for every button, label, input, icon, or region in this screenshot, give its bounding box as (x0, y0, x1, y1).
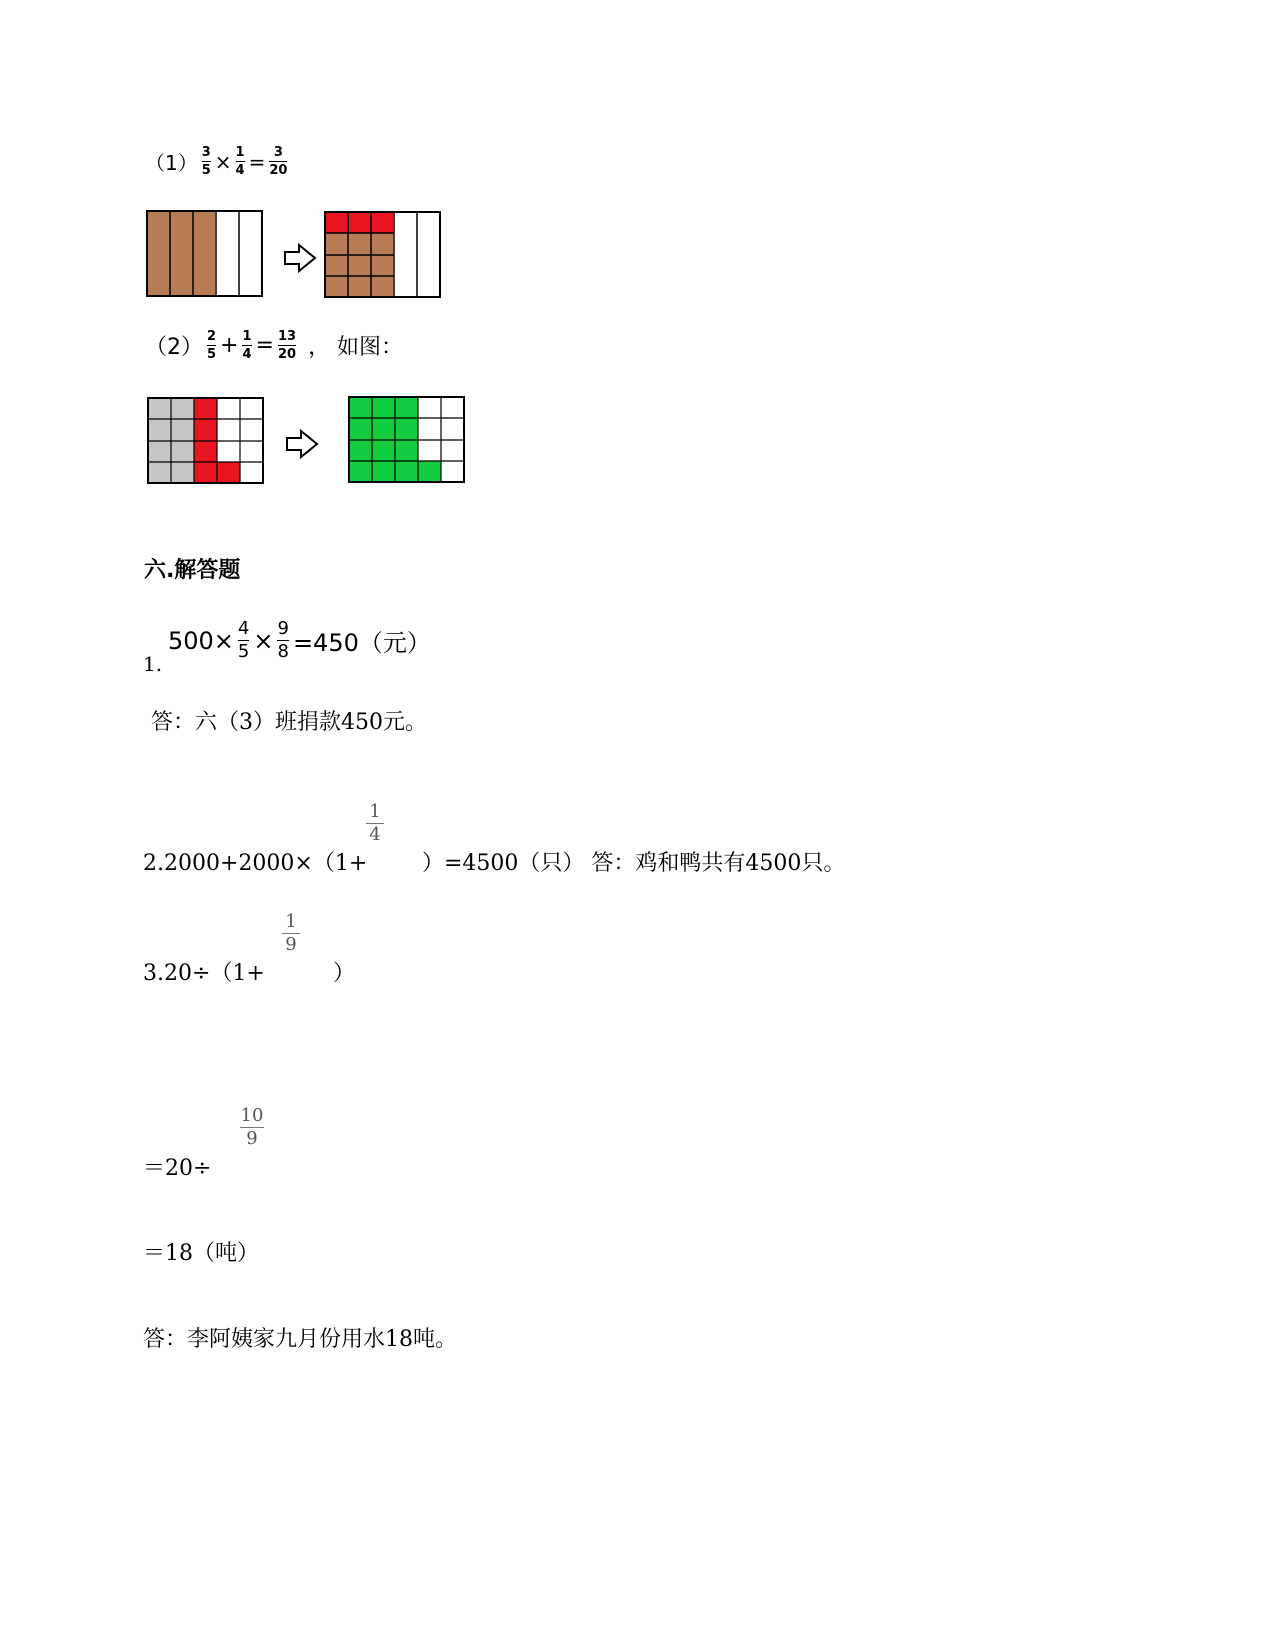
fraction: $\frac{3}{5}$ (201, 145, 211, 178)
q3-pre: 3.20÷（1+ (143, 961, 265, 986)
q3-post: ） (333, 961, 356, 986)
part1-label: （1） (145, 151, 198, 175)
fraction: $\frac{13}{20}$ (277, 329, 297, 362)
red-fill (217, 462, 240, 483)
fraction-diagram-3-5 (146, 210, 266, 300)
q2-fraction (366, 803, 384, 844)
fraction: $\frac{10}{9}$ (240, 1105, 264, 1149)
part2-suffix: ， 如图： (308, 335, 404, 360)
fraction: $\frac{1}{9}$ (282, 913, 300, 954)
times-sign: × (253, 626, 274, 655)
q2-post: ）=4500（只） 答：鸡和鸭共有4500只。 (422, 851, 846, 876)
equals-sign: = (255, 333, 274, 358)
q3-fraction (282, 913, 300, 954)
section-title: 六.解答题 (144, 558, 241, 583)
fraction: $\frac{2}{5}$ (207, 329, 217, 362)
part2-label: （2） (145, 335, 203, 360)
q3-step2-fraction (240, 1107, 264, 1148)
q3-step2: ＝20÷ (143, 1156, 212, 1181)
fraction-diagram-13-20 (348, 396, 468, 486)
q1-result: =450（元） (292, 629, 431, 657)
plus-sign: + (220, 333, 239, 358)
brown-fill (325, 233, 393, 297)
q1-equation (168, 620, 431, 661)
red-fill (325, 212, 393, 233)
fraction: $\frac{1}{4}$ (366, 803, 384, 844)
q1-number: 1. (143, 652, 163, 676)
equals-sign: = (248, 149, 266, 174)
times-sign: × (214, 149, 232, 174)
fraction: $\frac{3}{20}$ (269, 145, 288, 178)
q1-term: 500× (168, 626, 234, 655)
right-arrow-icon (283, 243, 317, 273)
brown-fill (147, 211, 215, 296)
q2-pre: 2.2000+2000×（1+ (143, 851, 368, 876)
fraction-diagram-3-20 (324, 211, 444, 301)
part2-equation (145, 330, 403, 361)
fraction: $\frac{1}{4}$ (242, 329, 252, 362)
fraction: $\frac{1}{4}$ (235, 145, 245, 178)
part1-equation (145, 146, 287, 177)
green-fill (418, 461, 441, 482)
q3-answer: 答：李阿姨家九月份用水18吨。 (143, 1327, 457, 1352)
fraction: $\frac{9}{8}$ (277, 618, 289, 662)
fraction-diagram-2-5-plus-1-4 (147, 397, 267, 487)
fraction: $\frac{4}{5}$ (237, 618, 250, 662)
right-arrow-icon (285, 429, 319, 459)
q3-step3: ＝18（吨） (143, 1241, 259, 1266)
q1-answer: 答：六（3）班捐款450元。 (151, 710, 427, 735)
